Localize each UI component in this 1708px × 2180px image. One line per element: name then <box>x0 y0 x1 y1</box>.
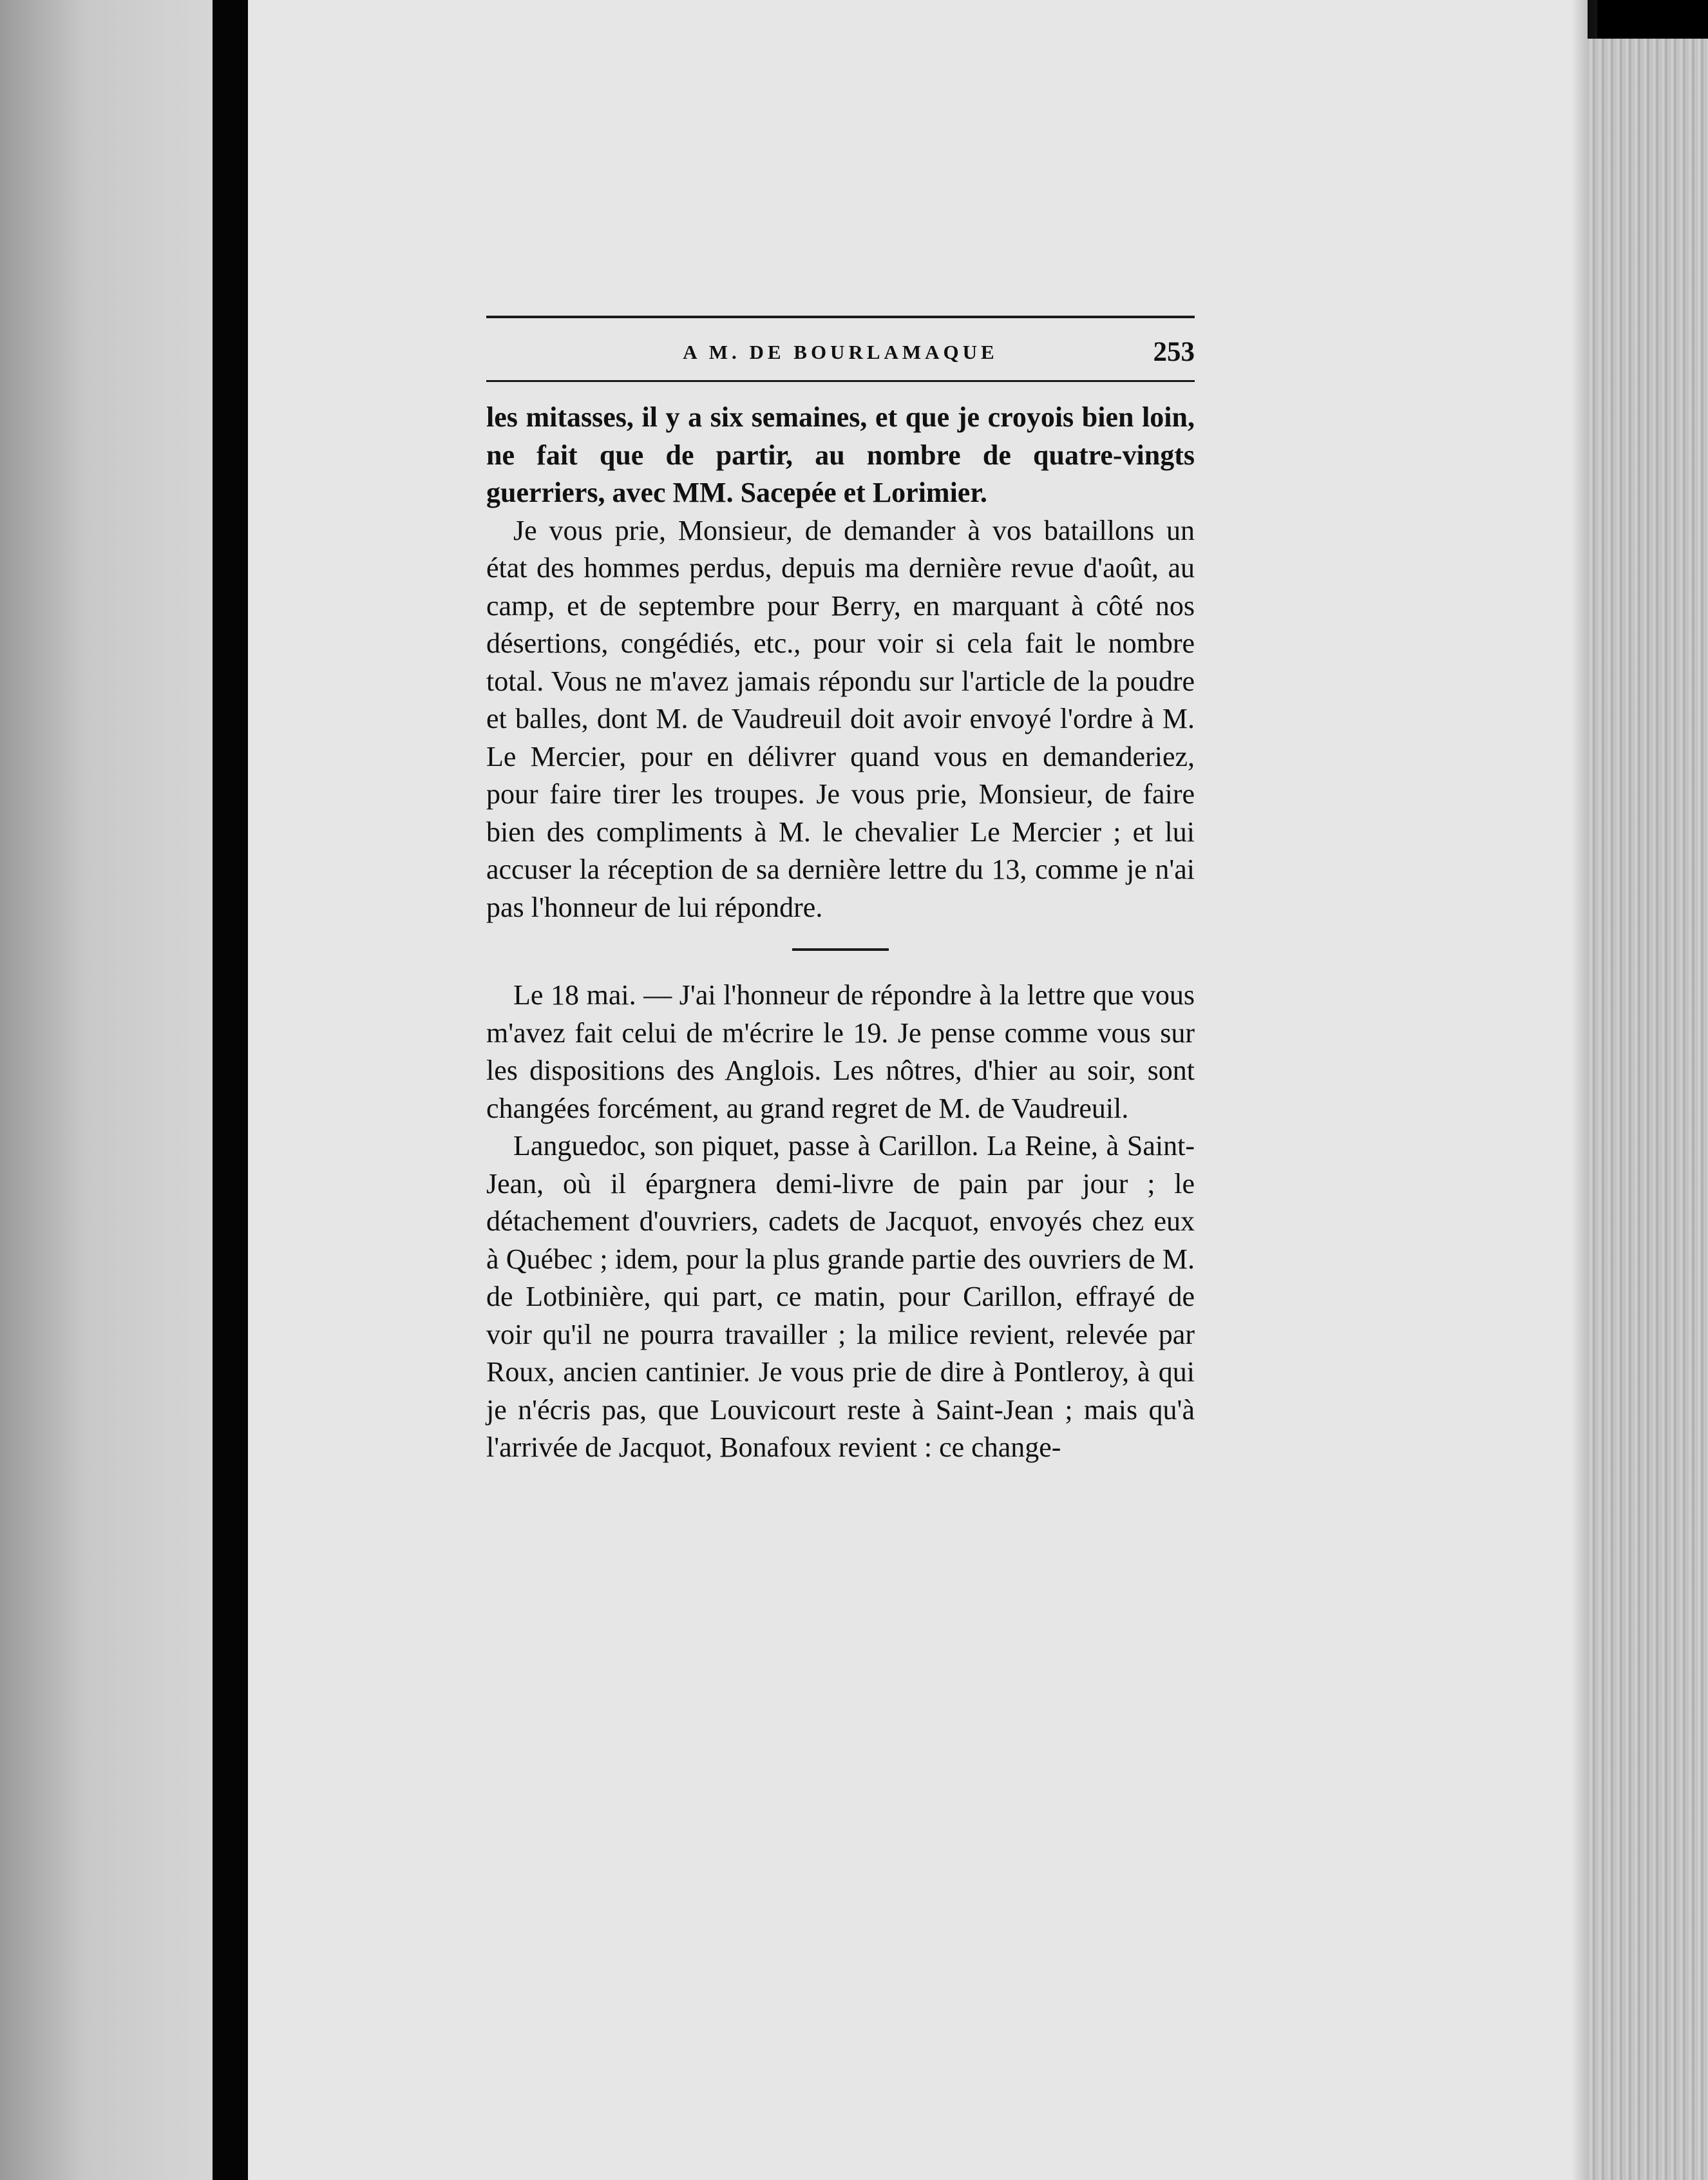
page-number: 253 <box>1153 337 1195 367</box>
paragraph-3: Le 18 mai. — J'ai l'honneur de répondre à la lettre que vous m'avez fait celui de m'écrire le 19. Je pense comme vous sur les dispositions des Anglois. Les nôtres, d'hier au soir, sont changées forcément, au grand regret de M. de Vaudreuil. <box>486 979 1195 1124</box>
paragraph-1: les mitasses, il y a six semaines, et que je croyois bien loin, ne fait que de partir, au nombre de quatre-vingts guerriers, avec MM. Sacepée et Lorimier. <box>486 401 1195 508</box>
paragraph-2: Je vous prie, Monsieur, de demander à vos bataillons un état des hommes perdus, depuis ma dernière revue d'août, au camp, et de septembre pour Berry, en marquant à côté nos désertions, congédiés, etc., pour voir si cela fait le nombre total. Vous ne m'avez jamais répondu sur l'article de la poudre et balles, dont M. de Vaudreuil doit avoir envoyé l'ordre à M. Le Mercier, pour en délivrer quand vous en demanderiez, pour faire tirer les troupes. Je vous prie, Monsieur, de faire bien des compliments à M. le chevalier Le Mercier ; et lui accuser la réception de sa dernière lettre du 13, comme je n'ai pas l'honneur de lui répondre. <box>486 514 1195 923</box>
paragraph-4: Languedoc, son piquet, passe à Carillon. La Reine, à Saint-Jean, où il épargnera demi-livre de pain par jour ; le détachement d'ouvriers, cadets de Jacquot, envoyés chez eux à Québec ; idem, pour la plus grande partie des ouvriers de M. de Lotbinière, qui part, ce matin, pour Carillon, effrayé de voir qu'il ne pourra travailler ; la milice revient, relevée par Roux, ancien cantinier. Je vous prie de dire à Pontleroy, à qui je n'écris pas, que Louvicourt reste à Saint-Jean ; mais qu'à l'arrivée de Jacquot, Bonafoux revient : ce change- <box>486 1130 1195 1463</box>
section-divider <box>792 948 889 951</box>
running-header <box>486 332 1195 372</box>
text-block <box>486 316 1195 1467</box>
header-rule-top <box>486 316 1195 318</box>
facing-page-edge <box>0 0 213 2180</box>
page-stack-edges <box>1588 39 1708 2180</box>
header-rule-bottom <box>486 380 1195 382</box>
running-head: A M. DE BOURLAMAQUE <box>683 341 998 363</box>
book-gutter <box>213 0 248 2180</box>
